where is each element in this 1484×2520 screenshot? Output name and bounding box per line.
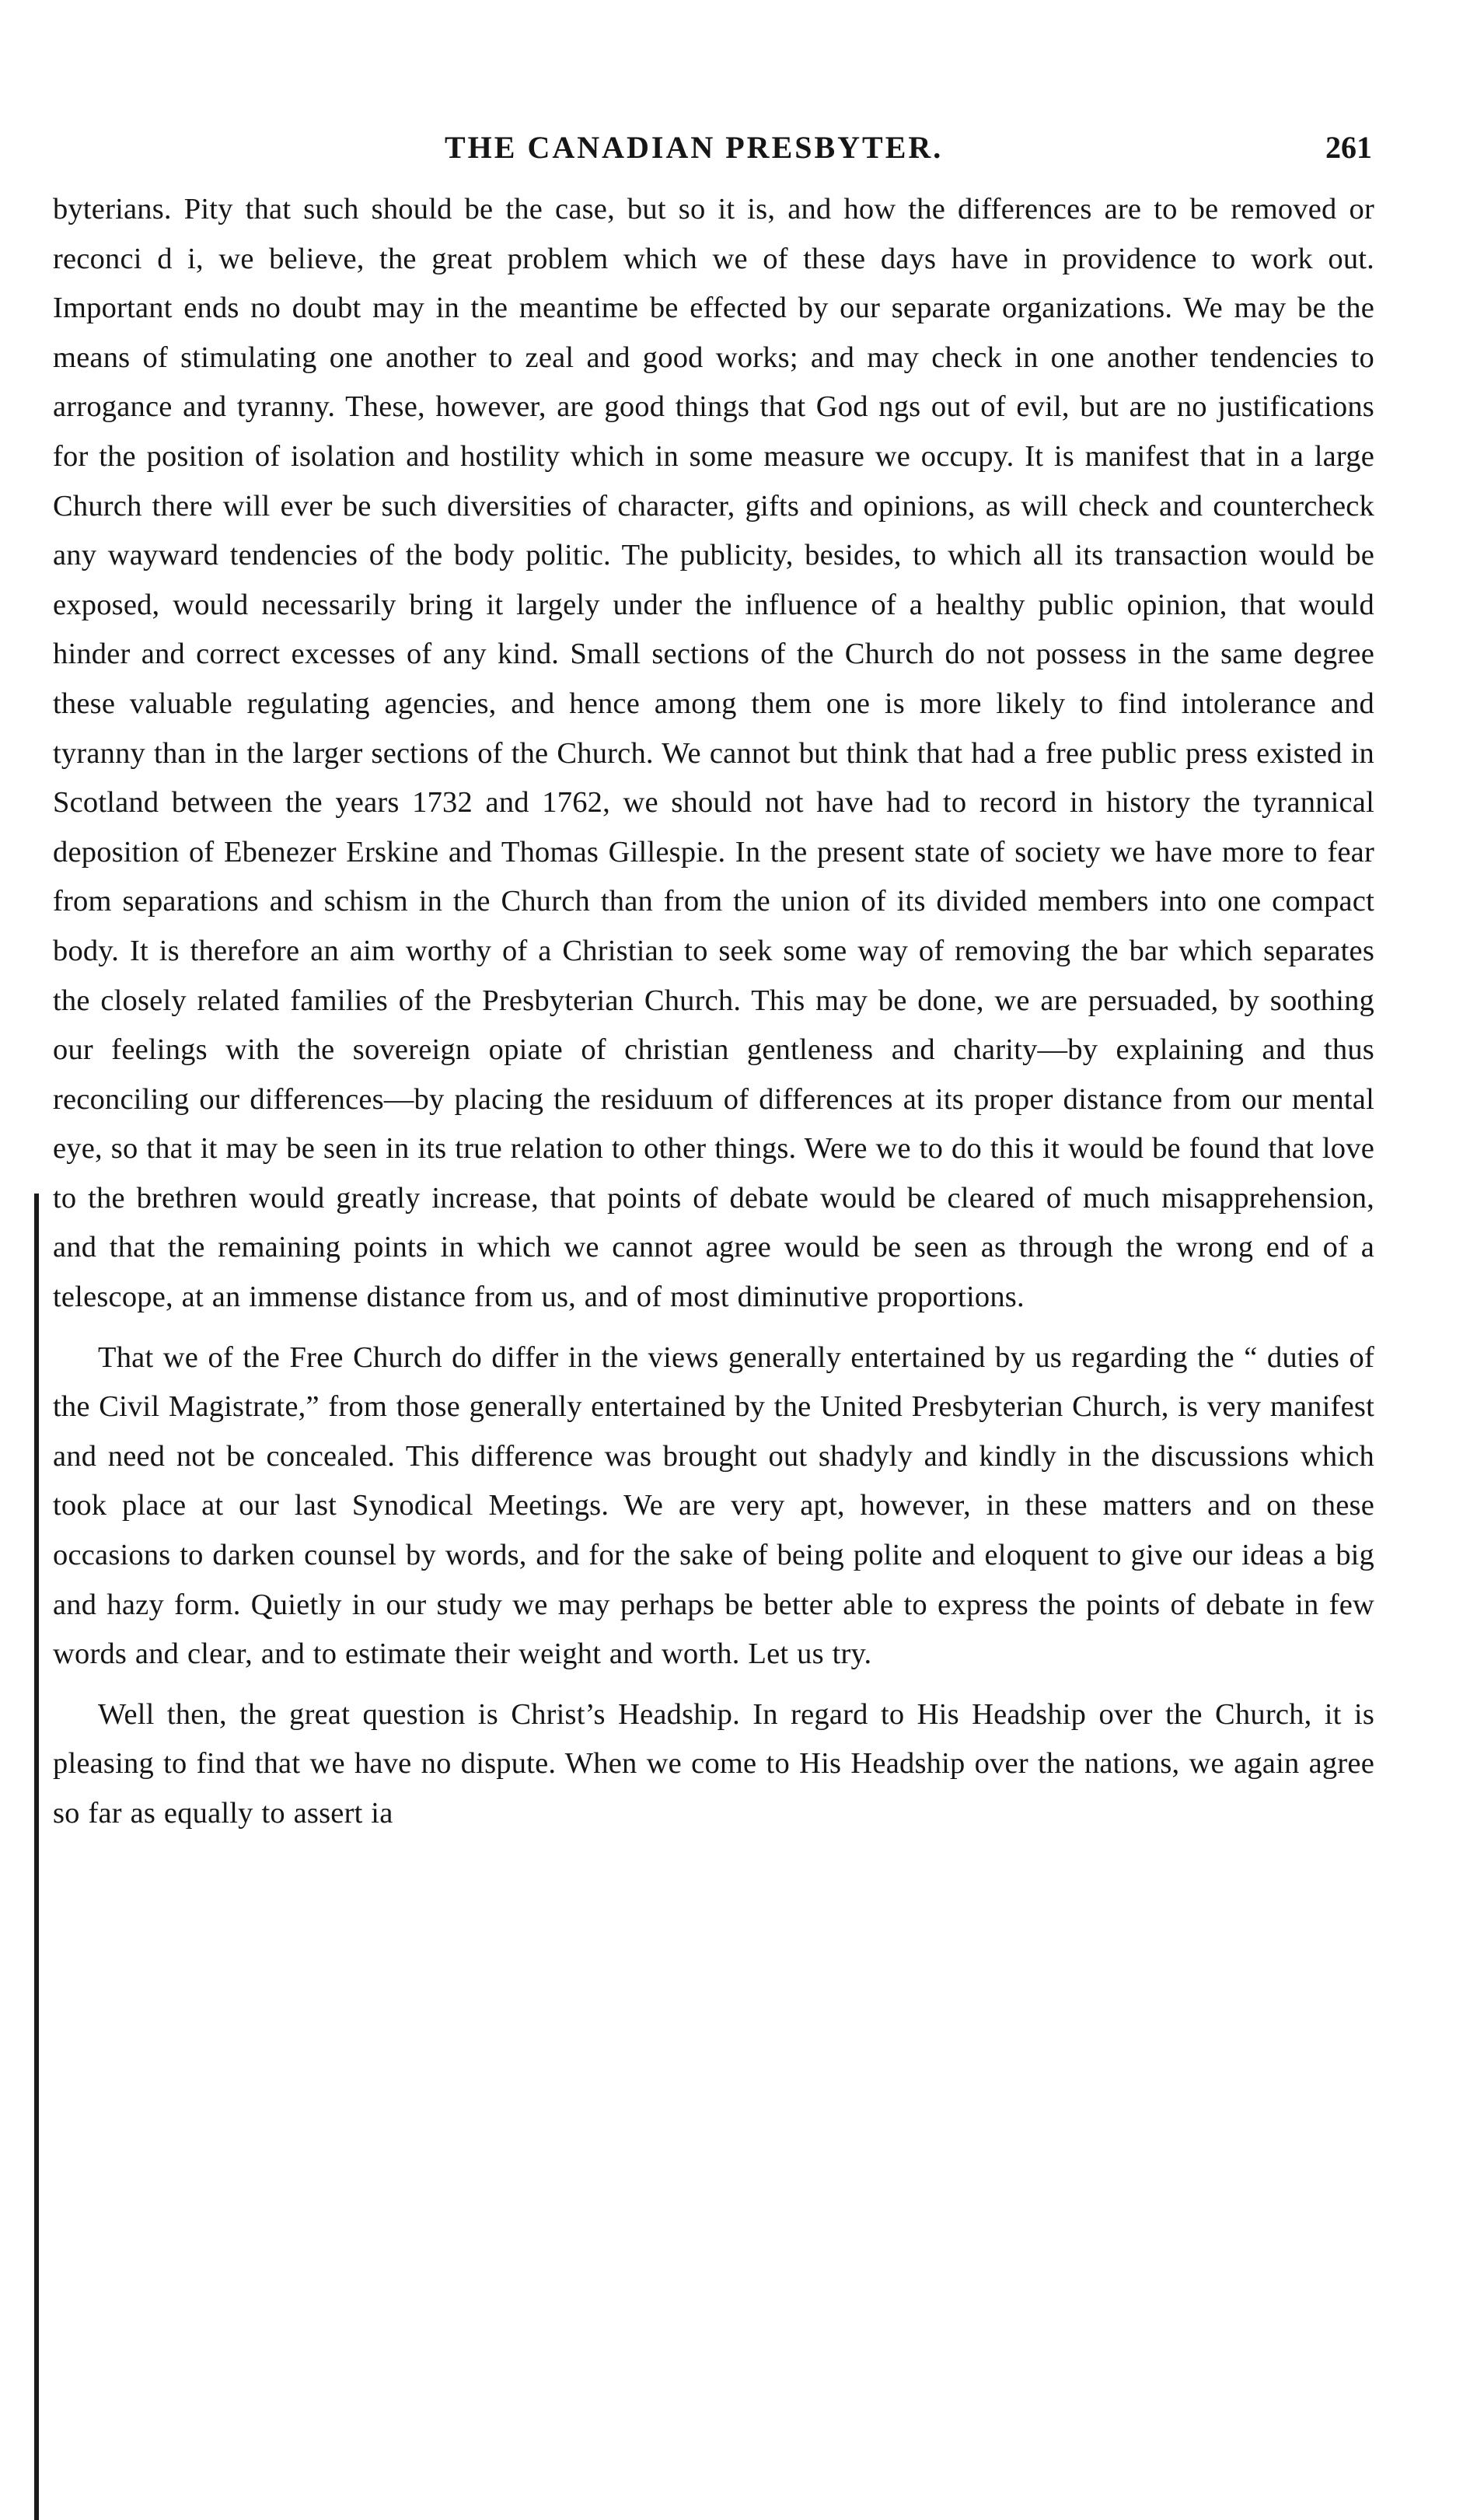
body-text [53,185,1374,1839]
page-number: 261 [1325,130,1372,165]
page-header [0,124,1484,171]
paragraph-headship: Well then, the great question is Christ’s Headship. In regard to His Headship over the Church, it is pleasing to find that we have no dispute. When we come to His Headship over the nations, we again agree so far as equally to assert ia [53,1697,1374,1830]
paragraph-continuation: byterians. Pity that such should be the case, but so it is, and how the differences are to be removed or reconci d i, we believe, the great problem which we of these days have in providence to work out. Important ends no doubt may in the meantime be effected by our separate organizations. We may be the means of stimulating one another to zeal and good works; and may check in one another tendencies to arrogance and tyranny. These, however, are good things that God ngs out of evil, but are no justifications for the position of isolation and hostility which in some measure we occupy. It is manifest that in a large Church there will ever be such diversities of character, gifts and opinions, as will check and countercheck any wayward tendencies of the body politic. The publicity, besides, to which all its transaction would be exposed, would necessarily bring it largely under the influence of a healthy public opinion, that would hinder and correct excesses of any kind. Small sections of the Church do not possess in the same degree these valuable regulating agencies, and hence among them one is more likely to find intolerance and tyranny than in the larger sections of the Church. We cannot but think that had a free public press existed in Scotland between the years 1732 and 1762, we should not have had to record in history the tyrannical deposition of Ebenezer Erskine and Thomas Gillespie. In the present state of society we have more to fear from separations and schism in the Church than from the union of its divided members into one compact body. It is therefore an aim worthy of a Christian to seek some way of removing the bar which separates the closely related families of the Presbyterian Church. This may be done, we are persuaded, by soothing our feelings with the sovereign opiate of christian gentleness and charity—by explaining and thus reconciling our differences—by placing the residuum of differences at its proper distance from our mental eye, so that it may be seen in its true relation to other things. Were we to do this it would be found that love to the brethren would greatly increase, that points of debate would be cleared of much misapprehension, and that the remaining points in which we cannot agree would be seen as through the wrong end of a telescope, at an immense distance from us, and of most diminutive proportions. [53,193,1374,1314]
running-title: THE CANADIAN PRESBYTER. [445,130,944,165]
margin-rule [34,1194,39,2520]
paragraph-civil-magistrate: That we of the Free Church do differ in the views generally entertained by us regarding the “ duties of the Civil Magistrate,” from those generally entertained by the United Presbyterian Church, is very manifest and need not be concealed. This difference was brought out shadyly and kindly in the discussions which took place at our last Synodical Meetings. We are very apt, however, in these matters and on these occasions to darken counsel by words, and for the sake of being polite and eloquent to give our ideas a big and hazy form. Quietly in our study we may perhaps be better able to express the points of debate in few words and clear, and to estimate their weight and worth. Let us try. [53,1340,1374,1671]
